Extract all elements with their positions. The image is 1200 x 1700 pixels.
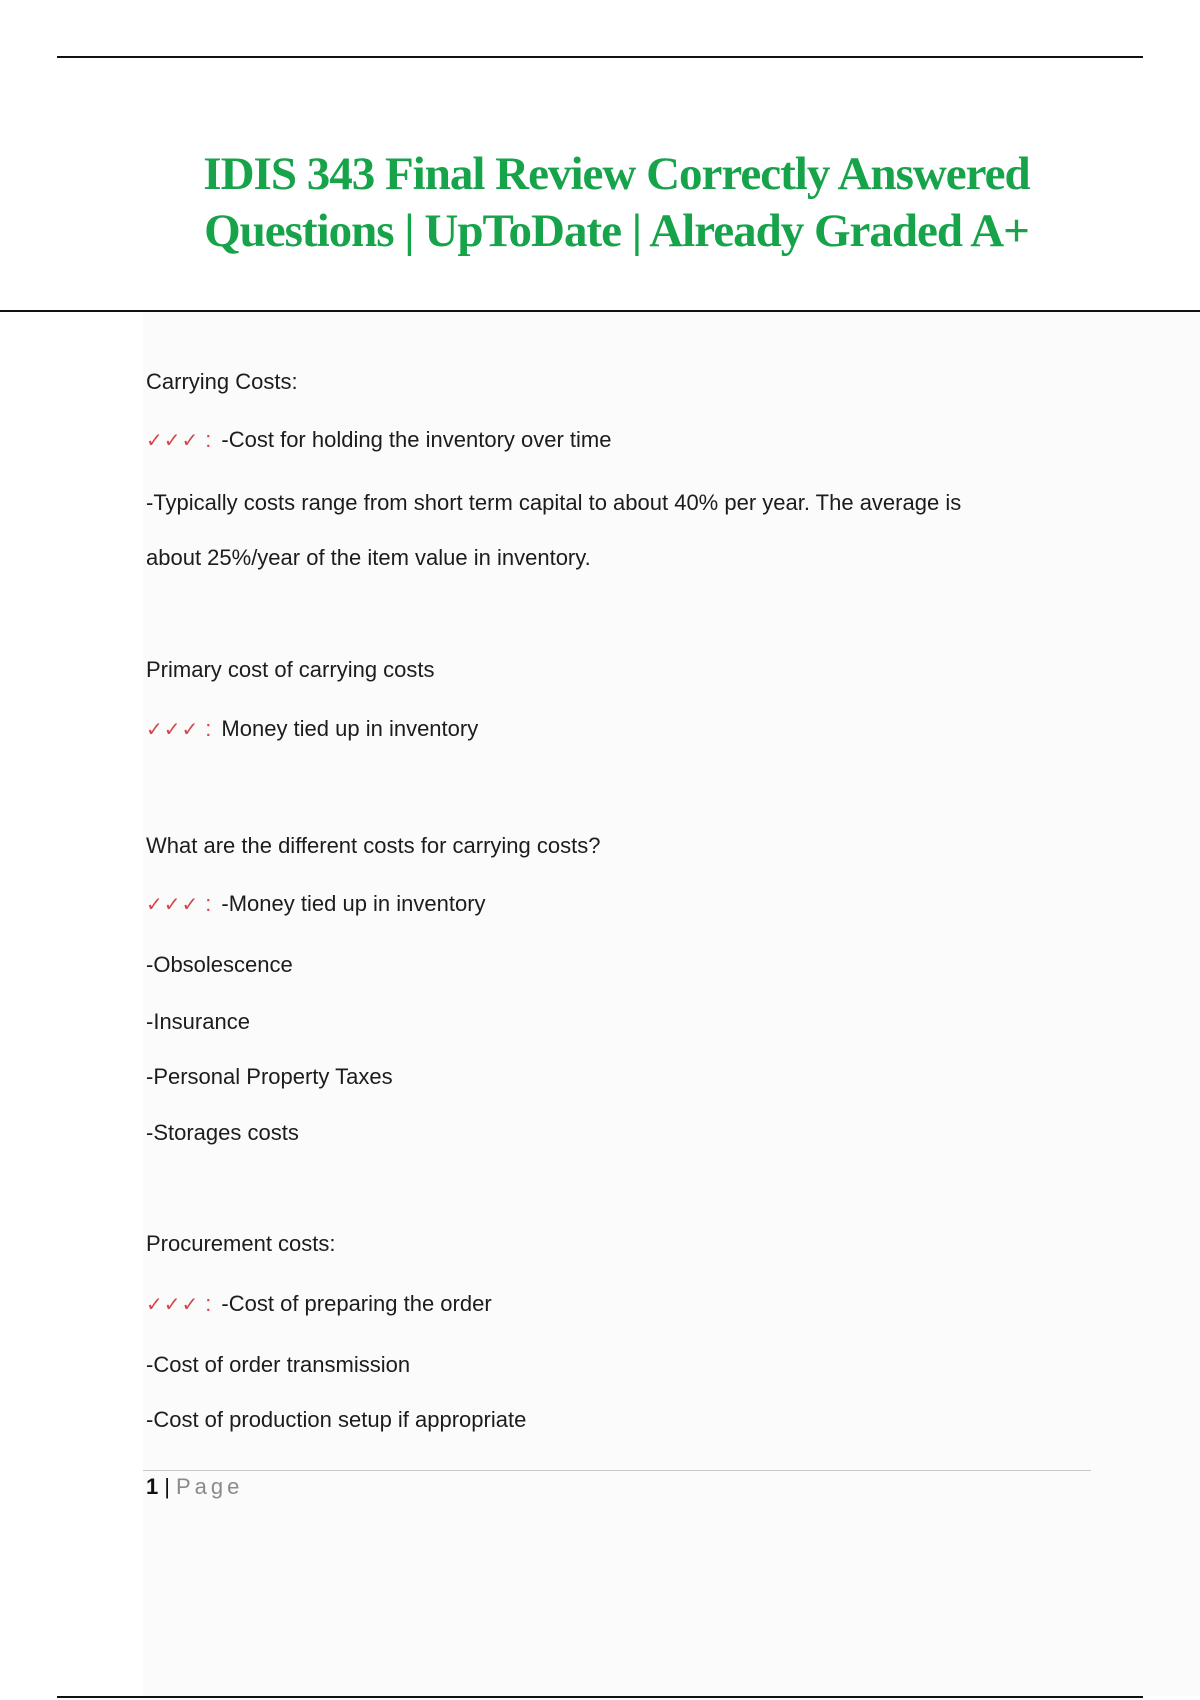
answer-colon: : — [205, 1291, 212, 1316]
answer-text: Money tied up in inventory — [221, 716, 479, 741]
answer-text: -Cost for holding the inventory over time — [221, 427, 612, 452]
title-line-1: IDIS 343 Final Review Correctly Answered — [203, 148, 1030, 200]
checkmark-icon: ✓✓✓ — [146, 1294, 200, 1316]
footer-separator: | — [164, 1474, 170, 1499]
title-line-2: Questions | UpToDate | Already Graded A+ — [204, 205, 1029, 257]
answer-colon: : — [205, 427, 212, 452]
question-2: Primary cost of carrying costs — [146, 657, 435, 682]
answer-colon: : — [205, 716, 212, 741]
answer-3-extra-1: -Obsolescence — [146, 952, 293, 977]
answer-text: -Cost of preparing the order — [221, 1291, 492, 1316]
answer-4-extra-1: -Cost of order transmission — [146, 1352, 411, 1377]
checkmark-icon: ✓✓✓ — [146, 719, 200, 741]
answer-2 — [146, 716, 478, 743]
answer-3-extra-2: -Insurance — [146, 1009, 250, 1034]
answer-4-extra-2: -Cost of production setup if appropriate — [146, 1407, 527, 1432]
content-area — [143, 312, 1200, 1696]
footer-rule — [143, 1470, 1091, 1471]
top-rule — [57, 56, 1143, 58]
question-1: Carrying Costs: — [146, 369, 298, 394]
page-number: 1 — [146, 1474, 159, 1499]
page-label: Page — [175, 1474, 244, 1499]
answer-1-extra-1: -Typically costs range from short term capital to about 40% per year. The average is — [146, 490, 962, 515]
answer-3-extra-4: -Storages costs — [146, 1120, 299, 1145]
answer-1-extra-2: about 25%/year of the item value in inventory. — [146, 545, 591, 570]
answer-4 — [146, 1291, 492, 1318]
question-3: What are the different costs for carrying costs? — [146, 833, 601, 858]
page-footer — [146, 1474, 243, 1500]
checkmark-icon: ✓✓✓ — [146, 894, 200, 916]
answer-colon: : — [205, 891, 212, 916]
answer-3-extra-3: -Personal Property Taxes — [146, 1064, 393, 1089]
answer-1 — [146, 427, 611, 454]
answer-text: -Money tied up in inventory — [221, 891, 486, 916]
answer-3 — [146, 891, 486, 918]
document-title — [0, 146, 1200, 260]
checkmark-icon: ✓✓✓ — [146, 430, 200, 452]
bottom-rule — [57, 1696, 1143, 1698]
question-4: Procurement costs: — [146, 1231, 336, 1256]
